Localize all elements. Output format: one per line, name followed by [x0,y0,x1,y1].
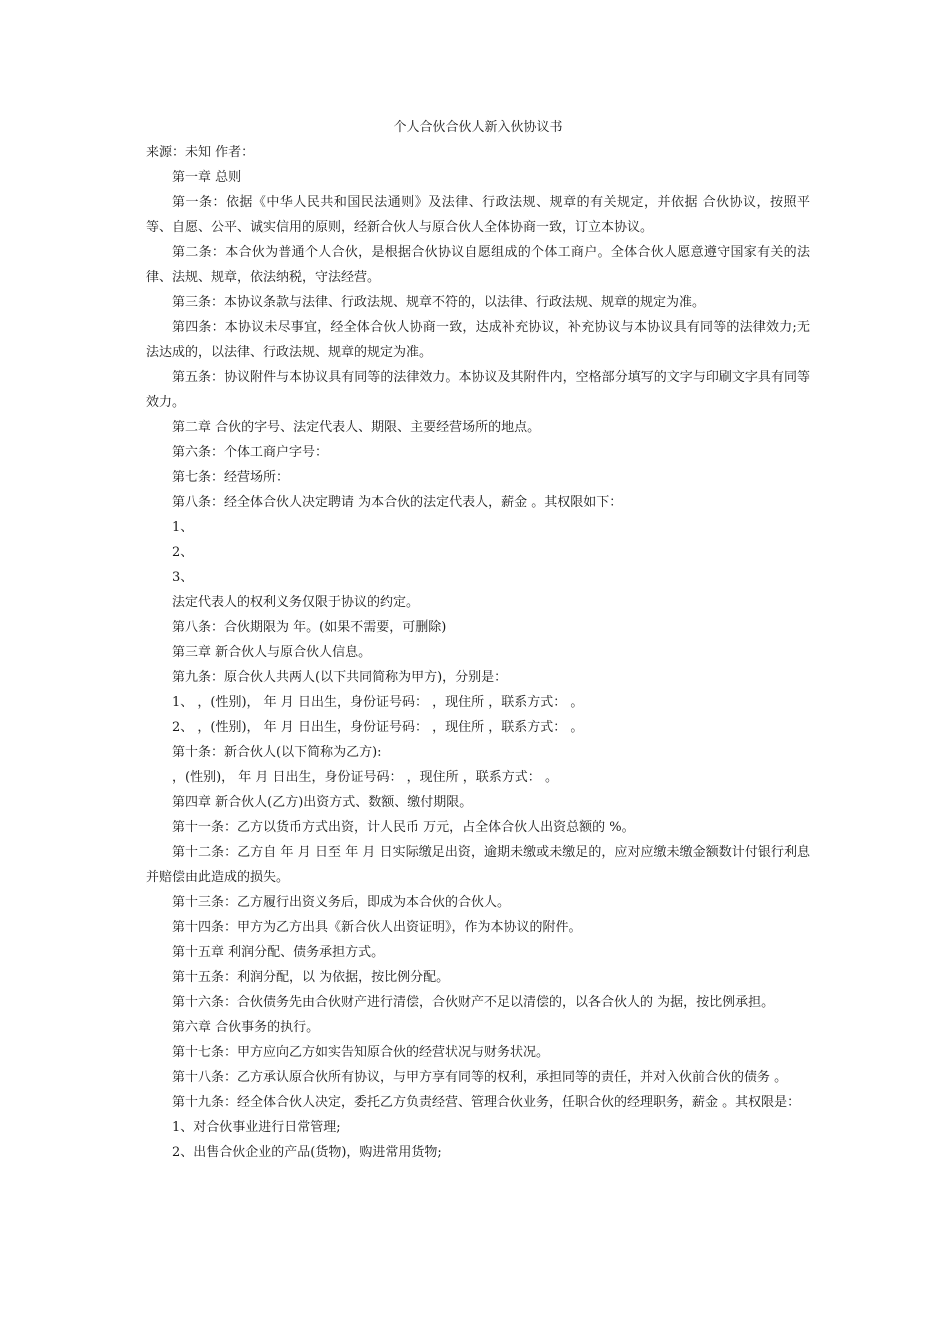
paragraph: 第十五章 利润分配、债务承担方式。 [172,945,385,960]
paragraph: 第五条：协议附件与本协议具有同等的法律效力。本协议及其附件内，空格部分填写的文字与印刷文字具有同等效力。 [146,370,810,410]
paragraph: 第十七条：甲方应向乙方如实告知原合伙的经营状况与财务状况。 [172,1045,550,1060]
paragraph: 第三条：本协议条款与法律、行政法规、规章不符的，以法律、行政法规、规章的规定为准。 [172,295,706,310]
paragraph: 3、 [172,570,194,585]
paragraph: 2、 ，(性别)， 年 月 日出生，身份证号码： ，现住所 ，联系方式： 。 [172,720,584,735]
paragraph: 第十八条：乙方承认原合伙所有协议，与甲方享有同等的权利，承担同等的责任，并对入伙前合伙的债务 。 [172,1070,788,1085]
paragraph: 第二章 合伙的字号、法定代表人、期限、主要经营场所的地点。 [172,420,541,435]
paragraph: 第二条：本合伙为普通个人合伙，是根据合伙协议自愿组成的个体工商户。全体合伙人愿意遵守国家有关的法律、法规、规章，依法纳税，守法经营。 [146,245,810,285]
paragraph: 第九条：原合伙人共两人(以下共同简称为甲方)，分别是： [172,670,508,685]
paragraph: 第十条：新合伙人(以下简称为乙方): [172,745,382,760]
source-line: 来源：未知 作者： [146,145,255,160]
paragraph: 第十一条：乙方以货币方式出资，计人民币 万元，占全体合伙人出资总额的 %。 [172,820,635,835]
paragraph: 第十四条：甲方为乙方出具《新合伙人出资证明》，作为本协议的附件。 [172,920,582,935]
paragraph: 第六条：个体工商户字号： [172,445,329,460]
paragraph: 第三章 新合伙人与原合伙人信息。 [172,645,372,660]
paragraph: 第四章 新合伙人(乙方)出资方式、数额、缴付期限。 [172,795,473,810]
paragraph: 第七条：经营场所： [172,470,290,485]
paragraph: 2、 [172,545,194,560]
paragraph: 第四条：本协议未尽事宜，经全体合伙人协商一致，达成补充协议，补充协议与本协议具有同等的法律效力;无法达成的，以法律、行政法规、规章的规定为准。 [146,320,810,360]
paragraph: 第八条：合伙期限为 年。(如果不需要，可删除) [172,620,447,635]
paragraph: 第十六条：合伙债务先由合伙财产进行清偿，合伙财产不足以清偿的，以各合伙人的 为据，按比例承担。 [172,995,775,1010]
document-title: 个人合伙合伙人新入伙协议书 [393,120,563,135]
paragraph: 第一章 总则 [172,170,242,185]
paragraph: 第一条：依据《中华人民共和国民法通则》及法律、行政法规、规章的有关规定，并依据 合伙协议，按照平等、自愿、公平、诚实信用的原则，经新合伙人与原合伙人全体协商一致，订立本协议。 [146,195,810,235]
paragraph: 第六章 合伙事务的执行。 [172,1020,320,1035]
paragraph: 1、对合伙事业进行日常管理; [172,1120,341,1135]
paragraph: 1、 ，(性别)， 年 月 日出生，身份证号码： ，现住所 ，联系方式： 。 [172,695,584,710]
paragraph: 2、出售合伙企业的产品(货物)，购进常用货物; [172,1145,442,1160]
document-page [146,115,810,1165]
paragraph: ，(性别)， 年 月 日出生，身份证号码： ，现住所 ，联系方式： 。 [172,770,558,785]
paragraph: 1、 [172,520,194,535]
paragraph: 第十九条：经全体合伙人决定，委托乙方负责经营、管理合伙业务，任职合伙的经理职务，薪金 。其权限是： [172,1095,801,1110]
paragraph: 第十三条：乙方履行出资义务后，即成为本合伙的合伙人。 [172,895,511,910]
paragraph: 第十五条：利润分配，以 为依据，按比例分配。 [172,970,450,985]
paragraph: 法定代表人的权利义务仅限于协议的约定。 [172,595,420,610]
paragraph: 第十二条：乙方自 年 月 日至 年 月 日实际缴足出资，逾期未缴或未缴足的，应对应缴未缴金额数计付银行利息并赔偿由此造成的损失。 [146,845,810,885]
paragraph: 第八条：经全体合伙人决定聘请 为本合伙的法定代表人，薪金 。其权限如下： [172,495,623,510]
document-body [146,165,810,1165]
